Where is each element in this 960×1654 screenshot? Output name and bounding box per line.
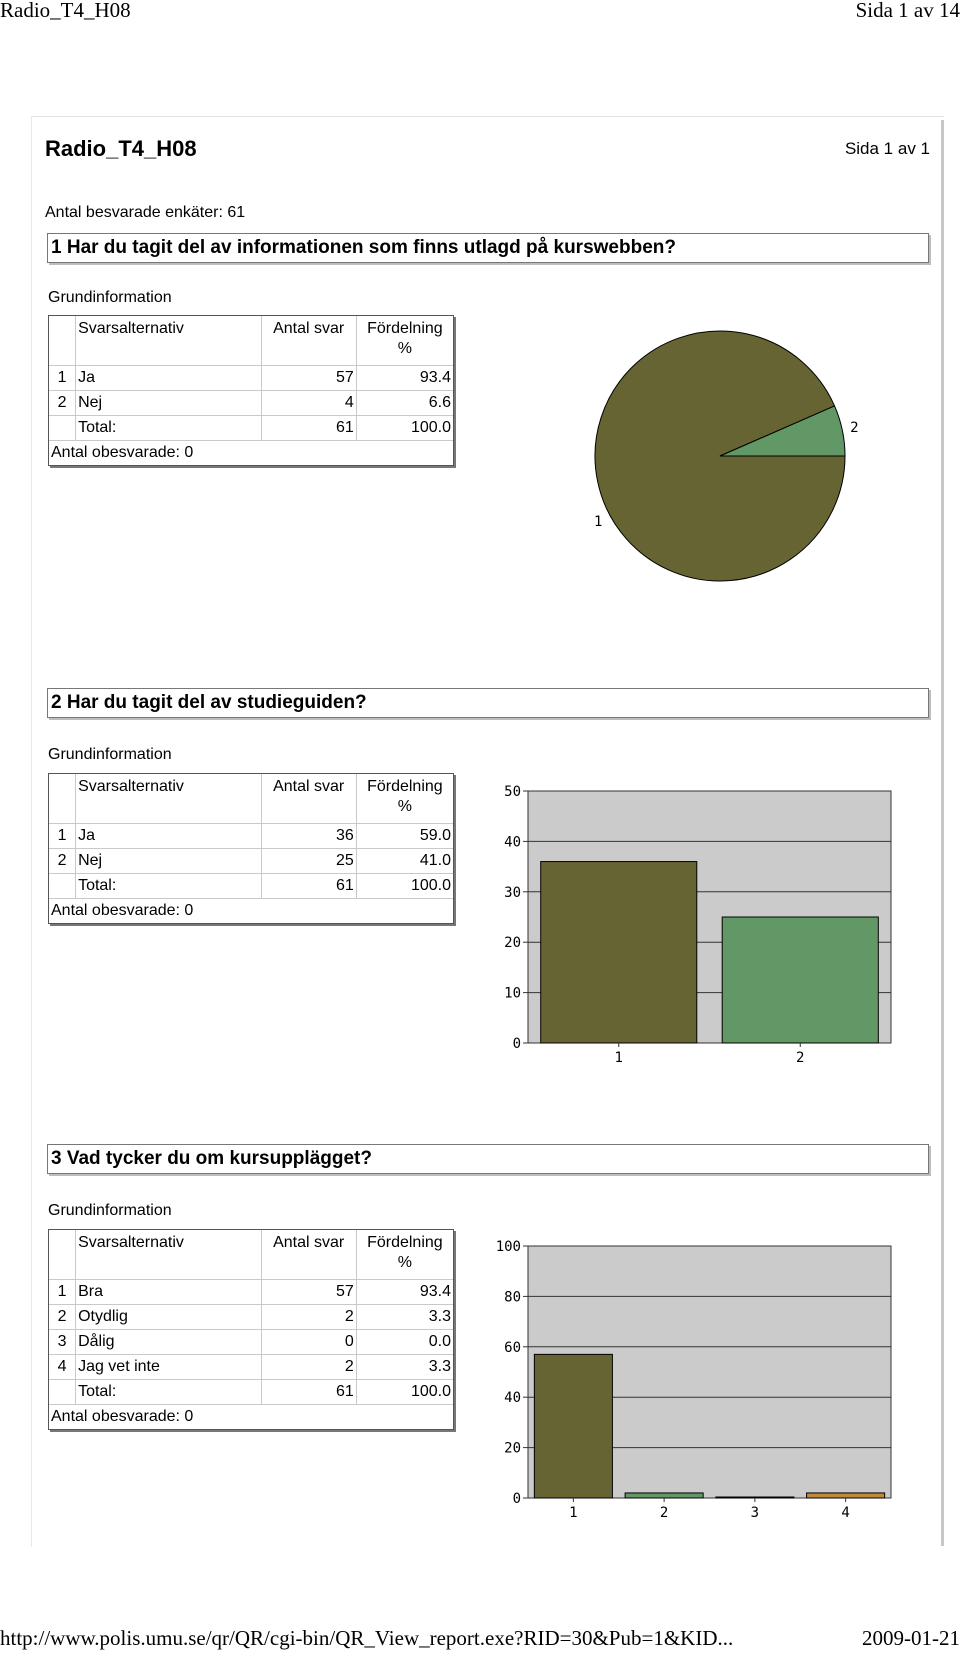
x-tick-label: 2 — [796, 1050, 805, 1066]
x-tick-label: 1 — [614, 1050, 623, 1066]
row-label: Bra — [76, 1280, 261, 1305]
row-percent: 6.6 — [357, 391, 453, 416]
row-number: 1 — [49, 366, 76, 391]
total-count: 61 — [262, 874, 357, 899]
x-tick-label: 2 — [659, 1505, 669, 1521]
header-distribution: Fördelning % — [357, 316, 453, 366]
pie-label-2: 2 — [850, 419, 859, 436]
table-row — [49, 366, 453, 391]
table-row — [49, 391, 453, 416]
header-count: Antal svar — [262, 774, 357, 824]
total-count: 61 — [262, 416, 357, 441]
question-2-table — [48, 773, 454, 924]
row-count: 4 — [262, 391, 357, 416]
question-2-bar-chart — [490, 785, 920, 1070]
total-count: 61 — [262, 1380, 357, 1405]
y-tick-label: 60 — [504, 1339, 521, 1356]
unanswered-count: Antal obesvarade: 0 — [51, 902, 194, 919]
bar-3 — [716, 1497, 794, 1498]
total-label: Total: — [76, 874, 261, 899]
table-unanswered-row — [49, 1405, 453, 1429]
bar-1 — [541, 862, 697, 1043]
y-tick-label: 0 — [512, 1036, 521, 1052]
total-percent: 100.0 — [357, 874, 453, 899]
table-total-row — [49, 874, 453, 899]
table-row — [49, 1280, 453, 1305]
row-percent: 41.0 — [357, 849, 453, 874]
row-percent: 59.0 — [357, 824, 453, 849]
bar-4 — [807, 1493, 885, 1498]
row-number: 1 — [49, 824, 76, 849]
question-1-title: 1 Har du tagit del av informationen som finns utlagd på kurswebben? — [47, 233, 929, 263]
header-alternative: Svarsalternativ — [76, 774, 261, 824]
question-3-bar-chart — [490, 1240, 920, 1525]
row-percent: 93.4 — [357, 1280, 453, 1305]
report-page-label: Sida 1 av 1 — [844, 139, 930, 158]
row-count: 36 — [262, 824, 357, 849]
table-row — [49, 1330, 453, 1355]
row-number: 3 — [49, 1330, 76, 1355]
y-tick-label: 20 — [504, 1440, 521, 1457]
bar-1 — [534, 1354, 612, 1498]
y-tick-label: 20 — [504, 935, 521, 952]
x-tick-label: 3 — [750, 1505, 760, 1521]
row-count: 25 — [262, 849, 357, 874]
header-distribution: Fördelning % — [357, 1230, 453, 1280]
total-label: Total: — [76, 1380, 261, 1405]
y-tick-label: 0 — [512, 1491, 521, 1507]
row-count: 2 — [262, 1305, 357, 1330]
table-unanswered-row — [49, 899, 453, 923]
table-row — [49, 1305, 453, 1330]
row-percent: 3.3 — [357, 1355, 453, 1380]
header-alternative: Svarsalternativ — [76, 1230, 261, 1280]
print-header-title: Radio_T4_H08 — [0, 0, 131, 22]
question-1-table — [48, 315, 454, 466]
unanswered-count: Antal obesvarade: 0 — [51, 444, 194, 461]
bar-2 — [722, 917, 878, 1043]
question-2-title: 2 Har du tagit del av studieguiden? — [47, 688, 929, 718]
question-3-title: 3 Vad tycker du om kursupplägget? — [47, 1144, 929, 1174]
y-tick-label: 40 — [504, 834, 521, 851]
report-panel-shadow — [941, 120, 944, 1546]
row-number: 1 — [49, 1280, 76, 1305]
unanswered-count: Antal obesvarade: 0 — [51, 1408, 194, 1425]
print-header — [0, 0, 960, 24]
x-tick-label: 1 — [569, 1505, 578, 1521]
row-percent: 3.3 — [357, 1305, 453, 1330]
table-header-row — [49, 774, 453, 824]
print-footer — [0, 1626, 960, 1654]
row-number: 2 — [49, 849, 76, 874]
question-1-pie-chart — [560, 330, 860, 600]
total-percent: 100.0 — [357, 1380, 453, 1405]
pie-label-1: 1 — [593, 514, 603, 531]
header-count: Antal svar — [262, 1230, 357, 1280]
row-label: Nej — [76, 849, 261, 874]
question-3-grund-label: Grundinformation — [48, 1202, 172, 1219]
x-tick-label: 4 — [841, 1505, 850, 1521]
print-header-page: Sida 1 av 14 — [855, 0, 960, 22]
y-tick-label: 50 — [504, 785, 521, 800]
table-total-row — [49, 1380, 453, 1405]
row-label: Ja — [76, 366, 261, 391]
row-count: 57 — [262, 366, 357, 391]
y-tick-label: 40 — [504, 1390, 521, 1407]
y-tick-label: 30 — [504, 884, 521, 901]
row-label: Jag vet inte — [76, 1355, 261, 1380]
table-row — [49, 824, 453, 849]
report-title: Radio_T4_H08 — [45, 136, 197, 161]
table-header-row — [49, 316, 453, 366]
row-count: 2 — [262, 1355, 357, 1380]
answered-count: Antal besvarade enkäter: 61 — [45, 204, 246, 221]
row-label: Ja — [76, 824, 261, 849]
table-header-row — [49, 1230, 453, 1280]
row-number: 2 — [49, 1305, 76, 1330]
header-alternative: Svarsalternativ — [76, 316, 261, 366]
table-row — [49, 1355, 453, 1380]
bar-2 — [625, 1493, 703, 1498]
question-1-grund-label: Grundinformation — [48, 289, 172, 306]
row-number: 2 — [49, 391, 76, 416]
row-label: Otydlig — [76, 1305, 261, 1330]
print-footer-url: http://www.polis.umu.se/qr/QR/cgi-bin/QR_View_report.exe?RID=30&Pub=1&KID... — [0, 1626, 734, 1650]
row-label: Nej — [76, 391, 261, 416]
table-unanswered-row — [49, 441, 453, 465]
header-count: Antal svar — [262, 316, 357, 366]
row-percent: 93.4 — [357, 366, 453, 391]
print-footer-date: 2009-01-21 — [862, 1626, 960, 1650]
row-number: 4 — [49, 1355, 76, 1380]
row-label: Dålig — [76, 1330, 261, 1355]
y-tick-label: 100 — [495, 1240, 521, 1255]
row-count: 57 — [262, 1280, 357, 1305]
table-row — [49, 849, 453, 874]
y-tick-label: 80 — [504, 1289, 521, 1306]
total-percent: 100.0 — [357, 416, 453, 441]
row-count: 0 — [262, 1330, 357, 1355]
total-label: Total: — [76, 416, 261, 441]
header-distribution: Fördelning % — [357, 774, 453, 824]
table-total-row — [49, 416, 453, 441]
row-percent: 0.0 — [357, 1330, 453, 1355]
question-3-table — [48, 1229, 454, 1430]
y-tick-label: 10 — [504, 985, 521, 1002]
question-2-grund-label: Grundinformation — [48, 746, 172, 763]
